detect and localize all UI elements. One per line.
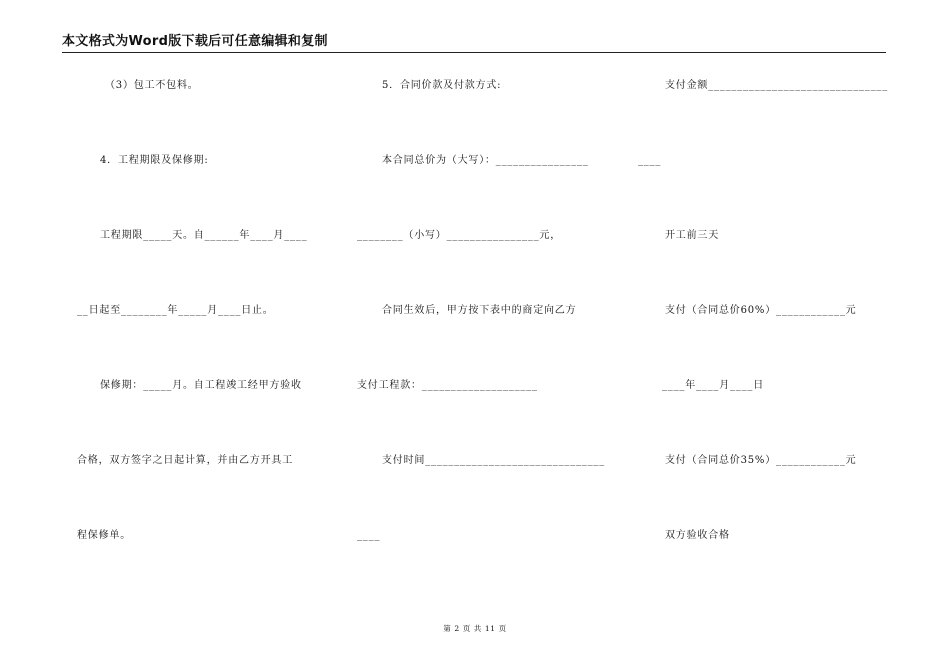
right-line-3: 支付（合同总价60%）____________元 <box>665 305 857 316</box>
middle-line-7: ____ <box>357 530 381 541</box>
left-line-6: 合格，双方签字之日起计算，并由乙方开具工 <box>77 455 293 466</box>
middle-line-5: 支付工程款：____________________ <box>357 380 538 391</box>
middle-line-3: ________（小写）________________元， <box>357 230 561 241</box>
left-line-5: 保修期：_____月。自工程竣工经甲方验收 <box>100 380 302 391</box>
middle-line-6: 支付时间_______________________________ <box>382 455 605 466</box>
middle-line-2: 本合同总价为（大写）：________________ <box>382 155 589 166</box>
header-title: 本文格式为Word版下载后可任意编辑和复制 <box>62 34 328 49</box>
left-line-3: 工程期限_____天。自______年____月____ <box>100 230 308 241</box>
left-line-7: 程保修单。 <box>77 530 131 541</box>
left-line-4: __日起至________年_____月____日止。 <box>77 305 274 316</box>
left-line-2: 4．工程期限及保修期: <box>100 155 209 166</box>
page-number: 第 2 页 共 11 页 <box>443 624 507 633</box>
page-header <box>62 34 886 53</box>
right-line-6: 双方验收合格 <box>665 530 730 541</box>
middle-line-1: 5．合同价款及付款方式: <box>382 80 502 91</box>
right-line-4: ____年____月____日 <box>662 380 764 391</box>
right-line-1: 支付金额_______________________________ <box>665 80 888 91</box>
right-line-5: 支付（合同总价35%）____________元 <box>665 455 857 466</box>
middle-line-2-tail: ____ <box>638 155 662 166</box>
middle-line-4: 合同生效后，甲方按下表中的商定向乙方 <box>382 305 577 316</box>
left-line-1: （3）包工不包料。 <box>105 80 199 91</box>
right-line-2: 开工前三天 <box>665 230 719 241</box>
